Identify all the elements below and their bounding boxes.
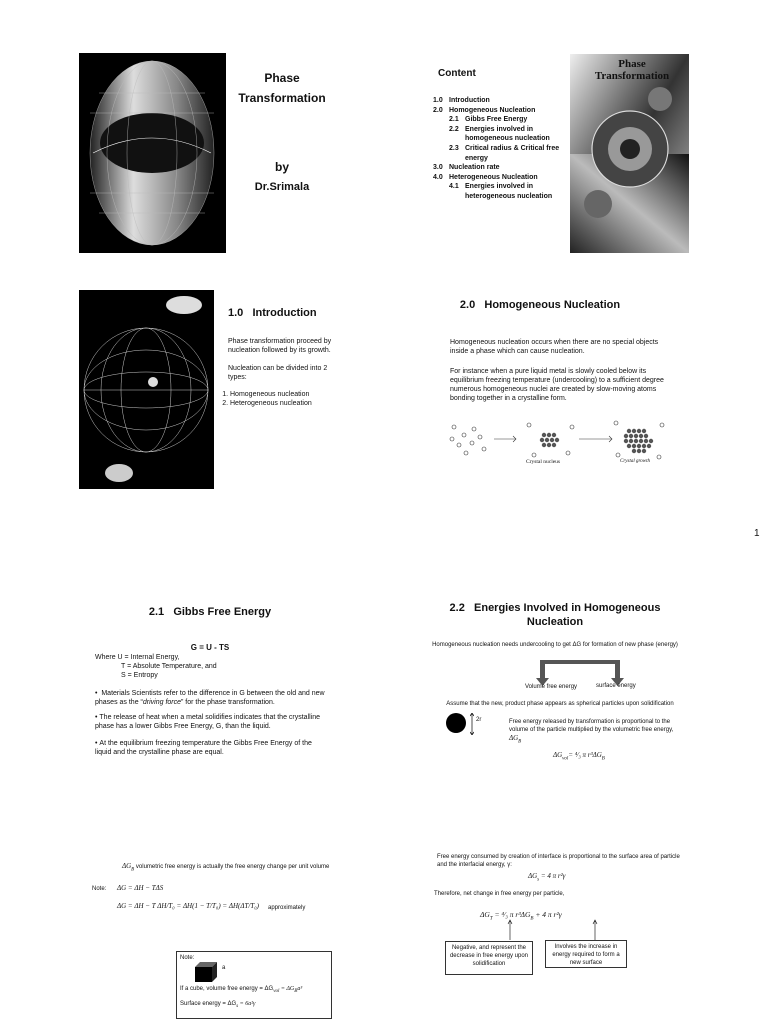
slide6-heading-line1: 2.2 Energies Involved in Homogeneous bbox=[449, 602, 661, 614]
slide5-bullet3: • At the equilibrium freezing temperature the Gibbs Free Energy of the liquid and the crystalline phase are equal. bbox=[95, 740, 312, 756]
radius-label: 2r bbox=[476, 717, 482, 723]
where-line: S = Entropy bbox=[121, 672, 158, 679]
branch-surface-label: surface energy bbox=[596, 683, 636, 689]
surface-energy-equation: $\Delta G_s = 4$ π r²γ bbox=[528, 872, 566, 883]
slide8-paragraph1: Free energy consumed by creation of interface is proportional to the surface area of particle and the interfacial energy, γ: bbox=[437, 854, 680, 868]
cube-side-label: a bbox=[222, 965, 226, 971]
toc-item: 2.3 Critical radius & Critical free energy bbox=[449, 144, 560, 162]
negative-term-box: Negative, and represent the decrease in free energy upon solidification bbox=[445, 941, 533, 975]
sphere-particle bbox=[446, 713, 466, 733]
slide1-title-line1: Phase bbox=[264, 71, 300, 85]
toc-item: 1.0 Introduction bbox=[433, 97, 490, 104]
gibbs-equation: G = U - TS bbox=[190, 643, 230, 652]
toc-item: 2.1 Gibbs Free Energy bbox=[449, 116, 528, 124]
slide1-by: by bbox=[274, 160, 289, 174]
slide5-heading: 2.1 Gibbs Free Energy bbox=[148, 606, 272, 618]
box-line1: If a cube, volume free energy = $\Delta G_{vol} = \Delta G_Ba^3$ bbox=[180, 986, 303, 995]
toc-item: 4.1 Energies involved in heterogeneous nucleation bbox=[449, 183, 553, 200]
slide6-assume: Assume that the new, product phase appears as spherical particles upon solidification bbox=[446, 701, 674, 707]
slide6-intro: Homogeneous nucleation needs undercooling to get ΔG for formation of new phase (energy) bbox=[432, 642, 678, 648]
slide3-list bbox=[218, 390, 348, 408]
free-energy-text: Free energy released by transformation is proportional to the volume of the particle multiplied by the volumetric free energy, bbox=[509, 719, 674, 733]
slide7-dgb-definition bbox=[122, 862, 332, 874]
slide2-toc bbox=[433, 96, 567, 202]
slide7-eq2: ΔG = ΔH − T ΔH/T₀ = ΔH(1 − T/T₀) = ΔH(ΔT/T₀) bbox=[117, 902, 259, 910]
slide5-bullet1: • Materials Scientists refer to the difference in G between the old and new phases as the “driving force” for the phase transformation. bbox=[95, 690, 325, 706]
crystal-nucleus-label: Crystal nucleus bbox=[526, 459, 561, 465]
slide3-paragraph1: Phase transformation proceed by nucleation followed by its growth. bbox=[228, 338, 332, 354]
gibbs-where bbox=[95, 653, 315, 680]
slide2-fractal-image bbox=[570, 54, 689, 253]
slide4-heading: 2.0 Homogeneous Nucleation bbox=[459, 299, 621, 311]
slide2-heading: Content bbox=[438, 68, 476, 79]
slide6-free-energy-text bbox=[509, 718, 679, 746]
page-number: 1 bbox=[754, 528, 760, 539]
radius-arrow bbox=[470, 713, 474, 735]
bullet-text: At the equilibrium freezing temperature the Gibbs Free Energy of the liquid and the crystalline phase are equal. bbox=[95, 740, 312, 756]
total-energy-equation: $\Delta G_T$ = ⁴⁄₃ π $r^3\Delta G_B + 4$ π r²γ bbox=[480, 910, 562, 922]
slide3-heading: 1.0 Introduction bbox=[228, 307, 317, 319]
branch-volume-label: Volume free energy bbox=[525, 684, 578, 690]
list-item: 1. Homogeneous nucleation bbox=[230, 390, 348, 399]
crystal-growth-label: Crystal growth bbox=[620, 459, 650, 464]
bullet-text: Materials Scientists refer to the difference in G between the old and new phases as the “ bbox=[95, 690, 325, 706]
slide8-paragraph2: Therefore, net change in free energy per particle, bbox=[434, 891, 565, 897]
list-item: 2. Heterogeneous nucleation bbox=[230, 399, 348, 408]
dgb-text: volumetric free energy is actually the free energy change per unit volume bbox=[135, 864, 330, 870]
volume-equation: $\Delta G_{vol}=$ ⁴⁄₃ π $r^3\Delta G_B$ bbox=[553, 751, 605, 762]
dgb-symbol: $\Delta G_B$ bbox=[122, 862, 135, 873]
slide1-author: Dr.Srimala bbox=[254, 181, 310, 193]
bullet-text: The release of heat when a metal solidifies indicates that the crystalline phase has a lower Gibbs Free Energy, G, than the liquid. bbox=[95, 714, 321, 730]
slide5-bullet2: • The release of heat when a metal solidifies indicates that the crystalline phase has a lower Gibbs Free Energy, G, than the liquid. bbox=[95, 714, 321, 730]
slide2-image-caption: Phase Transformation bbox=[594, 58, 670, 82]
slide7-approx: approximately bbox=[268, 905, 306, 911]
slide4-paragraph1: Homogeneous nucleation occurs when there are no special objects inside a phase which can cause nucleation. bbox=[450, 339, 659, 355]
toc-item: 2.0 Homogeneous Nucleation bbox=[433, 106, 536, 114]
dgb-symbol: $\Delta G_B$ bbox=[509, 734, 522, 745]
slide1-title-line2: Transformation bbox=[238, 91, 326, 105]
slide6-heading-line2: Nucleation bbox=[526, 616, 584, 628]
where-line: T = Absolute Temperature, and bbox=[121, 663, 217, 670]
toc-item: 2.2 Energies involved in homogeneous nucleation bbox=[449, 125, 550, 143]
nucleation-diagram bbox=[444, 415, 670, 473]
cube-icon bbox=[195, 962, 217, 982]
bullet-text: ” for the phase transformation. bbox=[181, 699, 275, 706]
slide4-paragraph2: For instance when a pure liquid metal is slowly cooled below its equilibrium freezing temperature (undercooling) to a sufficient degree numerous homogeneous nuclei are created by slow-moving atoms bonding together in a crystalline form. bbox=[450, 368, 664, 402]
slide7-eq1: ΔG = ΔH − TΔS bbox=[117, 884, 164, 892]
slide1-eggshell-image bbox=[79, 53, 226, 253]
where-line: Where U = Internal Energy, bbox=[95, 654, 180, 661]
slide3-paragraph2: Nucleation can be divided into 2 types: bbox=[228, 365, 328, 381]
slide7-note-label: Note: bbox=[92, 886, 107, 892]
positive-term-box: Involves the increase in energy required to form a new surface bbox=[545, 940, 627, 968]
toc-item: 4.0 Heterogeneous Nucleation bbox=[433, 173, 538, 181]
bullet-emphasis: driving force bbox=[142, 699, 182, 706]
box-note-label: Note: bbox=[180, 955, 195, 961]
equation-pointer-lines bbox=[500, 918, 610, 942]
toc-item: 3.0 Nucleation rate bbox=[433, 164, 500, 172]
cube-note-box bbox=[176, 951, 332, 1019]
box-line2: Surface energy = $\Delta G_s = 6a^2\gamma$ bbox=[180, 1001, 256, 1010]
slide3-sphere-image bbox=[79, 290, 214, 489]
